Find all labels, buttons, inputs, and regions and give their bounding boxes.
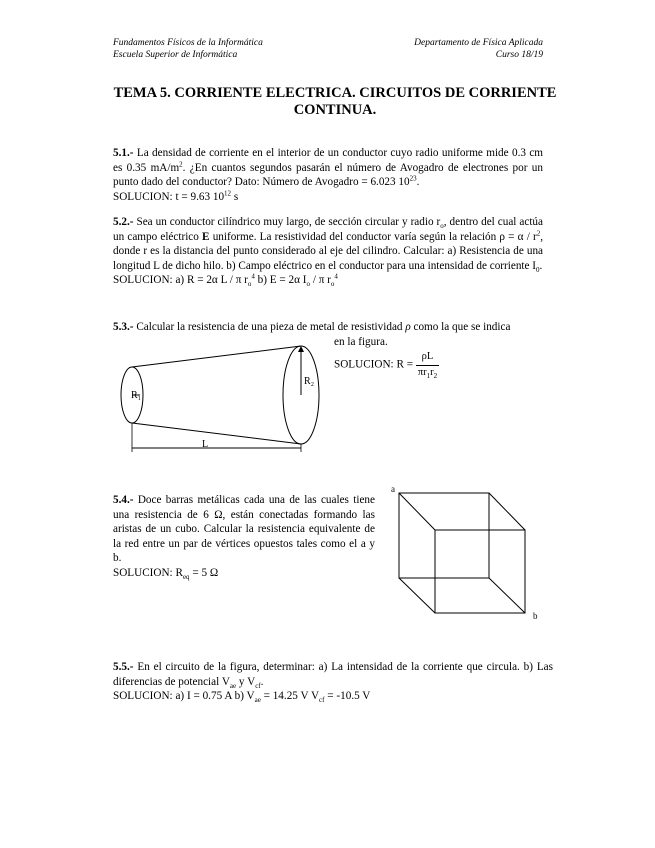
page-title xyxy=(100,85,570,119)
problem-5-1-statement: 5.1.- La densidad de corriente en el interior de un conductor cuyo radio uniforme mide 0.3 cm es 0.35 $mA/m^2$. ¿En cuantos segundos pasarán el número de Avogadro de electrones por un punto dado del conductor? Dato: Número de Avogadro = 6.023 $10^{23}$. xyxy=(113,147,543,188)
problem-5-3-statement: 5.3.- Calcular la resistencia de una pieza de metal de resistividad ρ como la que se indica xyxy=(113,321,511,333)
cube-back-face xyxy=(399,493,489,578)
radius-2-arrow xyxy=(298,346,304,352)
problem-5-4-solution: SOLUCION: $R_{eq} = 5$ Ω xyxy=(113,566,219,581)
cube-edge-top-left xyxy=(399,493,435,530)
problem-5-2-solution: SOLUCION: a) R = 2α L / π $r_o^4$ b) E = 2α $I_o$ / π $r_o^4$ xyxy=(113,272,338,289)
problem-5-4 xyxy=(113,493,375,580)
problem-5-1-solution: SOLUCION: t = 9.63 $10^{12}$ s xyxy=(113,188,239,203)
problem-5-5 xyxy=(113,660,553,704)
label-length: L xyxy=(202,439,209,450)
header-year: Curso 18/19 xyxy=(495,50,543,60)
header-right xyxy=(414,37,543,61)
problem-5-2 xyxy=(113,215,543,288)
cube-figure xyxy=(385,485,550,625)
vertex-a-label: a xyxy=(391,485,395,494)
vertex-b-label: b xyxy=(533,611,538,621)
resistance-fraction: $\frac{\rho L}{\pi r_1r_2}$ xyxy=(417,351,438,380)
problem-5-2-statement: 5.2.- Sea un conductor cilíndrico muy largo, de sección circular y radio $r_o$, dentro del cual actúa un campo eléctrico E uniforme. La resistividad del conductor varía según la relación $\rho = \alpha / r^2$, donde r es la distancia del punto considerado al eje del cilindro. Calcular: a) Resistencia de una longitud L de dicho hilo. b) Campo eléctrico en el conductor para una intensidad de corriente $I_0$. xyxy=(113,216,544,274)
problem-5-5-statement: 5.5.- En el circuito de la figura, determinar: a) La intensidad de la corriente que circula. b) Las diferencias de potencial $V_{ae}$ y $V_{cf}$. xyxy=(113,661,553,690)
cube-edge-top-right xyxy=(489,493,525,530)
header-school: Escuela Superior de Informática xyxy=(113,50,238,60)
label-r2: R₂ xyxy=(304,376,315,387)
title-line-1: TEMA 5. CORRIENTE ELECTRICA. CIRCUITOS DE CORRIENTE xyxy=(113,85,557,101)
problem-5-3-solution: SOLUCION: R = $\frac{\rho L}{\pi r_1r_2}$ xyxy=(334,351,438,380)
problem-5-1 xyxy=(113,146,543,204)
header-department: Departamento de Física Aplicada xyxy=(414,38,543,48)
problem-5-4-statement: 5.4.- Doce barras metálicas cada una de las cuales tiene una resistencia de 6 Ω, están conectadas formando las aristas de un cubo. Calcular la resistencia equivalente de la red entre un par de vértices opuestos tales como el a y b. xyxy=(113,494,375,564)
problem-5-3-figure-ref: en la figura. xyxy=(334,336,388,348)
cone-bottom-edge xyxy=(132,423,301,444)
cube-edge-bottom-left xyxy=(399,578,435,613)
cube-edge-bottom-right xyxy=(489,578,525,613)
label-r1: R₁ xyxy=(131,390,142,401)
header-left xyxy=(113,37,263,61)
cone-top-edge xyxy=(132,346,301,367)
truncated-cone-figure xyxy=(112,340,327,462)
title-line-2: CONTINUA. xyxy=(293,102,377,118)
header-course: Fundamentos Físicos de la Informática xyxy=(113,38,263,48)
problem-5-5-solution: SOLUCION: a) I = 0.75 A b) $V_{ae} = 14.25$ V $V_{cf} = -10.5$ V xyxy=(113,690,371,705)
